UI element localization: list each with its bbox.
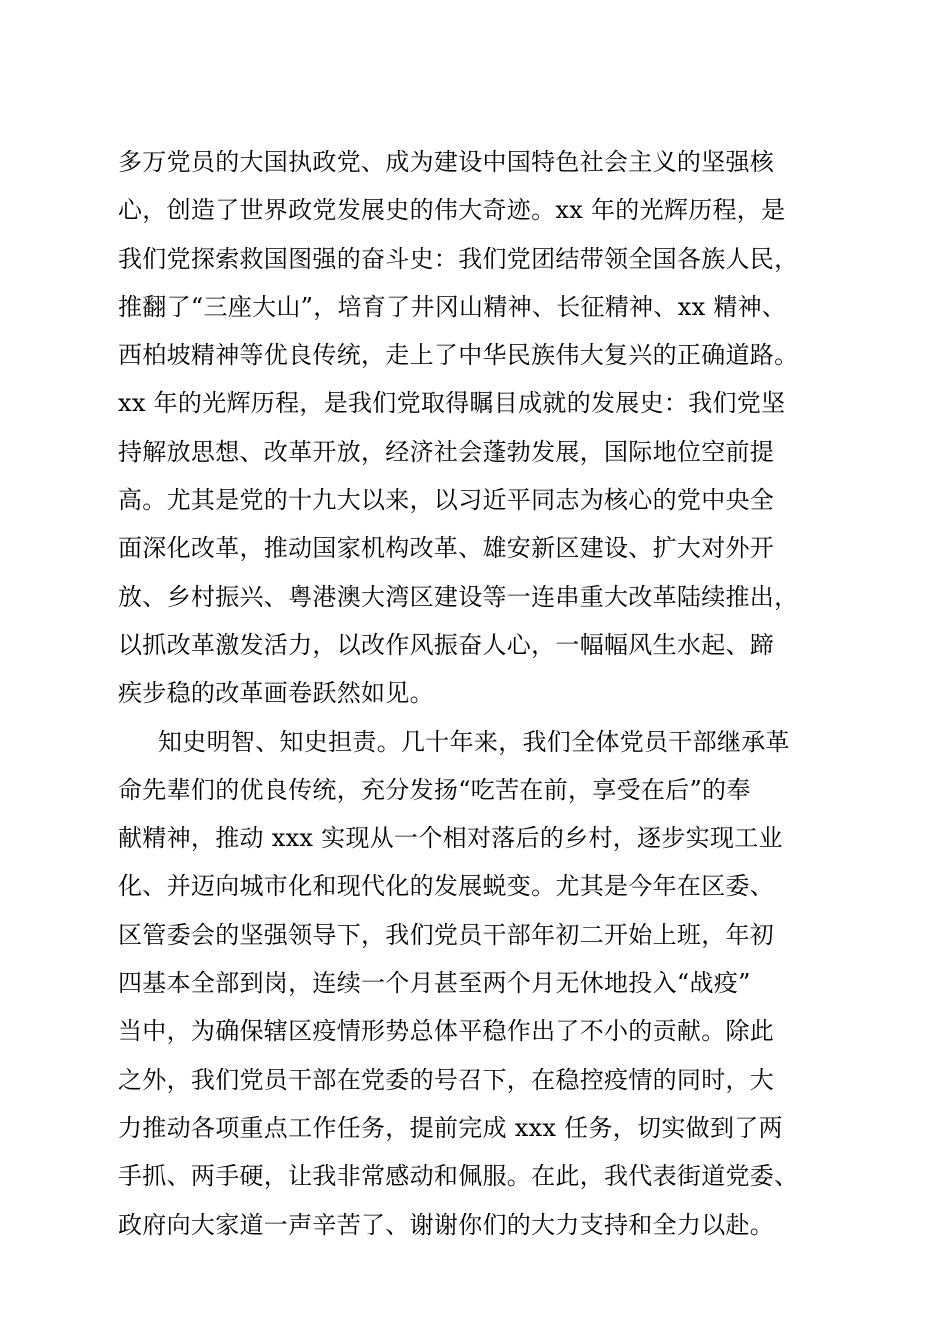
text-line: 献精神，推动 xxx 实现从一个相对落后的乡村，逐步实现工业 (118, 824, 783, 853)
text-line: 持解放思想、改革开放，经济社会蓬勃发展，国际地位空前提 (118, 437, 775, 466)
text-line: 命先辈们的优良传统，充分发扬“吃苦在前，享受在后”的奉 (118, 775, 751, 804)
text-line: 四基本全部到岗，连续一个月甚至两个月无休地投入“战疫” (118, 969, 751, 998)
text-line: 推翻了“三座大山”，培育了井冈山精神、长征精神、xx 精神、 (118, 292, 787, 321)
text-line: 区管委会的坚强领导下，我们党员干部年初二开始上班，年初 (118, 920, 775, 949)
text-line: 面深化改革，推动国家机构改革、雄安新区建设、扩大对外开 (118, 534, 775, 563)
text-line: 放、乡村振兴、粤港澳大湾区建设等一连串重大改革陆续推出， (118, 582, 799, 611)
text-line: 我们党探索救国图强的奋斗史：我们党团结带领全国各族人民， (118, 244, 799, 273)
text-line: 化、并迈向城市化和现代化的发展蜕变。尤其是今年在区委、 (118, 872, 775, 901)
paragraph-1 (118, 138, 848, 718)
text-line: 手抓、两手硬，让我非常感动和佩服。在此，我代表街道党委、 (118, 1162, 799, 1191)
text-line: 西柏坡精神等优良传统，走上了中华民族伟大复兴的正确道路。 (118, 341, 799, 370)
text-line: 政府向大家道一声辛苦了、谢谢你们的大力支持和全力以赴。 (118, 1210, 775, 1239)
text-line: 之外，我们党员干部在党委的号召下，在稳控疫情的同时，大 (118, 1065, 775, 1094)
text-line: 疾步稳的改革画卷跃然如见。 (118, 679, 434, 708)
text-line: xx 年的光辉历程，是我们党取得瞩目成就的发展史：我们党坚 (118, 389, 786, 418)
text-line: 心，创造了世界政党发展史的伟大奇迹。xx 年的光辉历程，是 (118, 196, 786, 225)
text-line: 以抓改革激发活力，以改作风振奋人心，一幅幅风生水起、蹄 (118, 630, 775, 659)
text-line: 高。尤其是党的十九大以来，以习近平同志为核心的党中央全 (118, 486, 775, 515)
document-body (118, 138, 848, 1249)
text-line: 知史明智、知史担责。几十年来，我们全体党员干部继承革 (158, 727, 790, 756)
paragraph-2 (118, 718, 848, 1249)
text-line: 多万党员的大国执政党、成为建设中国特色社会主义的坚强核 (118, 148, 775, 176)
text-line: 力推动各项重点工作任务，提前完成 xxx 任务，切实做到了两 (118, 1113, 783, 1142)
text-line: 当中，为确保辖区疫情形势总体平稳作出了不小的贡献。除此 (118, 1017, 775, 1046)
